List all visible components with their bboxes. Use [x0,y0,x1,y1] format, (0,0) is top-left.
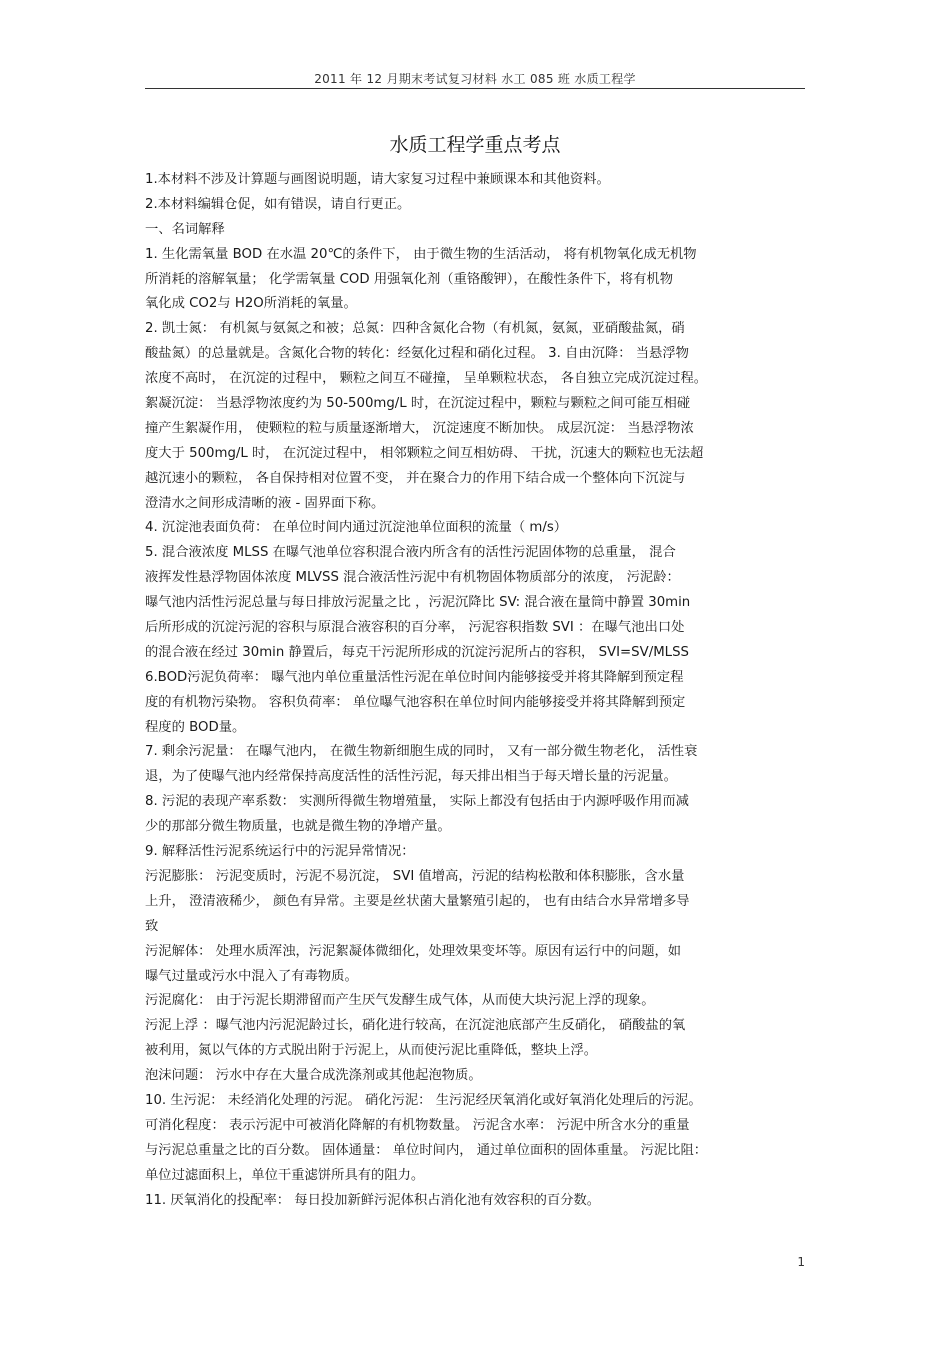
text-line: 酸盐氮）的总量就是。含氮化合物的转化：经氨化过程和硝化过程。 3. 自由沉降： 当悬浮物 [145,346,689,362]
page-number: 1 [797,1255,805,1269]
text-line: 1.本材料不涉及计算题与画图说明题，请大家复习过程中兼顾课本和其他资料。 [145,172,610,187]
text-line: 5. 混合液浓度 MLSS 在曝气池单位容积混合液内所含有的活性污泥固体物的总重量， 混合 [145,545,676,561]
text-line: 被利用，氮以气体的方式脱出附于污泥上，从而使污泥比重降低，整块上浮。 [145,1043,598,1059]
text-line: 7. 剩余污泥量： 在曝气池内， 在微生物新细胞生成的同时， 又有一部分微生物老化， 活性衰 [145,744,698,760]
text-line: 单位过滤面积上，单位干重滤饼所具有的阻力。 [145,1167,425,1183]
text-line: 上升， 澄清液稀少， 颜色有异常。主要是丝状菌大量繁殖引起的， 也有由结合水异常增多导 [145,893,690,909]
text-line: 与污泥总重量之比的百分数。 固体通量： 单位时间内， 通过单位面积的固体重量。 污泥比阻： [145,1142,708,1158]
text-line: 一、名词解释 [145,221,225,237]
text-line: 2. 凯士氮： 有机氮与氨氮之和被；总氮：四种含氮化合物（有机氮，氨氮，亚硝酸盐氮，硝 [145,321,685,337]
page-header: 2011 年 12 月期末考试复习材料 水工 085 班 水质工程学 [314,72,636,86]
text-line: 浓度不高时， 在沉淀的过程中， 颗粒之间互不碰撞， 呈单颗粒状态， 各自独立完成沉淀过程。 [145,371,708,387]
text-line: 絮凝沉淀： 当悬浮物浓度约为 50-500mg/L 时，在沉淀过程中，颗粒与颗粒之间可能互相碰 [145,396,691,412]
text-line: 10. 生污泥： 未经消化处理的污泥。 硝化污泥： 生污泥经厌氧消化或好氧消化处理后的污泥。 [145,1092,702,1108]
text-line: 程度的 BOD量。 [145,719,246,735]
text-line: 越沉速小的颗粒， 各自保持相对位置不变， 并在聚合力的作用下结合成一个整体向下沉淀与 [145,470,686,486]
text-line: 6.BOD污泥负荷率： 曝气池内单位重量活性污泥在单位时间内能够接受并将其降解到预定程 [145,669,684,685]
text-line: 可消化程度： 表示污泥中可被消化降解的有机物数量。 污泥含水率： 污泥中所含水分的重量 [145,1117,690,1133]
header-divider [145,88,805,89]
text-line: 8. 污泥的表现产率系数： 实测所得微生物增殖量， 实际上都没有包括由于内源呼吸作用而减 [145,794,689,810]
text-line: 曝气池内活性污泥总量与每日排放污泥量之比 ，污泥沉降比 SV: 混合液在量筒中静置 30min [145,595,691,611]
document-body [145,168,810,1213]
text-line: 泡沫问题： 污水中存在大量合成洗涤剂或其他起泡物质。 [145,1068,482,1084]
text-line: 致 [145,918,159,934]
text-line: 污泥解体： 处理水质浑浊，污泥絮凝体微细化，处理效果变坏等。原因有运行中的问题，如 [145,943,682,959]
text-line: 的混合液在经过 30min 静置后，每克干污泥所形成的沉淀污泥所占的容积， SVI=SV/MLSS [145,644,689,660]
text-line: 氧化成 CO2与 H2O所消耗的氧量。 [145,296,357,312]
text-line: 度的有机物污染物。 容积负荷率： 单位曝气池容积在单位时间内能够接受并将其降解到预定 [145,694,686,710]
text-line: 污泥上浮 ：曝气池内污泥泥龄过长，硝化进行较高，在沉淀池底部产生反硝化， 硝酸盐的氧 [145,1018,686,1034]
text-line: 撞产生絮凝作用， 使颗粒的粒与质量逐渐增大， 沉淀速度不断加快。 成层沉淀： 当悬浮物浓 [145,420,694,436]
text-line: 退，为了使曝气池内经常保持高度活性的活性污泥，每天排出相当于每天增长量的污泥量。 [145,769,677,785]
text-line: 曝气过量或污水中混入了有毒物质。 [145,968,358,984]
text-line: 后所形成的沉淀污泥的容积与原混合液容积的百分率， 污泥容积指数 SVI ：在曝气池出口处 [145,620,685,636]
text-line: 澄清水之间形成清晰的液 - 固界面下称。 [145,495,385,511]
text-line: 9. 解释活性污泥系统运行中的污泥异常情况： [145,844,415,860]
text-line: 2.本材料编辑仓促，如有错误，请自行更正。 [145,196,411,212]
text-line: 1. 生化需氧量 BOD 在水温 20℃的条件下， 由于微生物的生活活动， 将有机物氧化成无机物 [145,246,697,262]
text-line: 4. 沉淀池表面负荷： 在单位时间内通过沉淀池单位面积的流量（ m/s） [145,520,568,536]
text-line: 液挥发性悬浮物固体浓度 MLVSS 混合液活性污泥中有机物固体物质部分的浓度， 污泥龄： [145,570,680,586]
document-title: 水质工程学重点考点 [389,134,561,156]
text-line: 污泥膨胀： 污泥变质时，污泥不易沉淀， SVI 值增高，污泥的结构松散和体积膨胀，含水量 [145,868,685,884]
text-line: 少的那部分微生物质量，也就是微生物的净增产量。 [145,819,451,835]
text-line: 污泥腐化： 由于污泥长期滞留而产生厌气发酵生成气体，从而使大块污泥上浮的现象。 [145,993,655,1009]
text-line: 所消耗的溶解氧量； 化学需氧量 COD 用强氧化剂（重铬酸钾），在酸性条件下，将有机物 [145,271,674,287]
text-line: 度大于 500mg/L 时， 在沉淀过程中， 相邻颗粒之间互相妨碍、 干扰，沉速大的颗粒也无法超 [145,445,704,461]
text-line: 11. 厌氧消化的投配率： 每日投加新鲜污泥体积占消化池有效容积的百分数。 [145,1192,601,1208]
